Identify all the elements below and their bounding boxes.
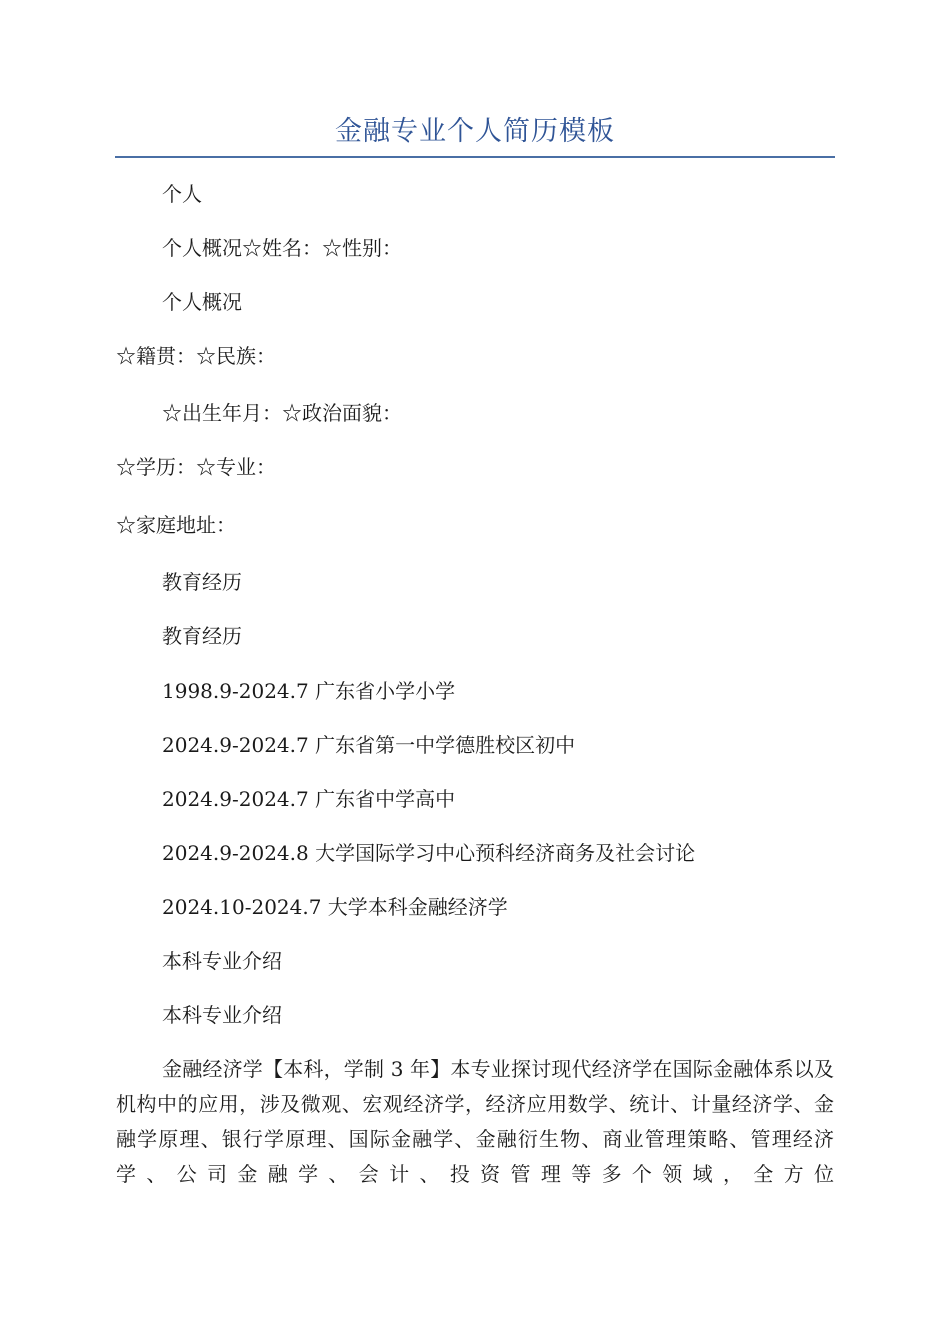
- major-description-paragraph: 金融经济学【本科，学制 3 年】本专业探讨现代经济学在国际金融体系以及机构中的应用，涉及微观、宏观经济学，经济应用数学、统计、计量经济学、金融学原理、银行学原理、国际金融学、金融衍生物、商业管理策略、管理经济学、公司金融学、会计、投资管理等多个领域，全方位: [116, 1057, 834, 1186]
- section-heading: 本科专业介绍: [162, 1003, 282, 1027]
- text-line: ☆出生年月：☆政治面貌：: [162, 401, 402, 425]
- section-heading: 本科专业介绍: [162, 949, 282, 973]
- education-entry: 2024.9-2024.7 广东省第一中学德胜校区初中: [162, 733, 576, 757]
- education-entry: 1998.9-2024.7 广东省小学小学: [162, 679, 456, 703]
- education-entry: 2024.9-2024.8 大学国际学习中心预科经济商务及社会讨论: [162, 841, 696, 865]
- text-line: ☆家庭地址：: [116, 513, 236, 537]
- education-entry: 2024.10-2024.7 大学本科金融经济学: [162, 895, 508, 919]
- text-line: ☆籍贯：☆民族：: [116, 344, 276, 368]
- education-entry: 2024.9-2024.7 广东省中学高中: [162, 787, 456, 811]
- text-line: 个人: [162, 182, 202, 206]
- text-line: 个人概况☆姓名：☆性别：: [162, 236, 402, 260]
- section-heading: 教育经历: [162, 624, 242, 648]
- document-title: 金融专业个人简历模板: [335, 116, 615, 147]
- text-line: 个人概况: [162, 290, 242, 314]
- title-block: [115, 112, 835, 158]
- section-heading: 教育经历: [162, 570, 242, 594]
- text-line: ☆学历：☆专业：: [116, 455, 276, 479]
